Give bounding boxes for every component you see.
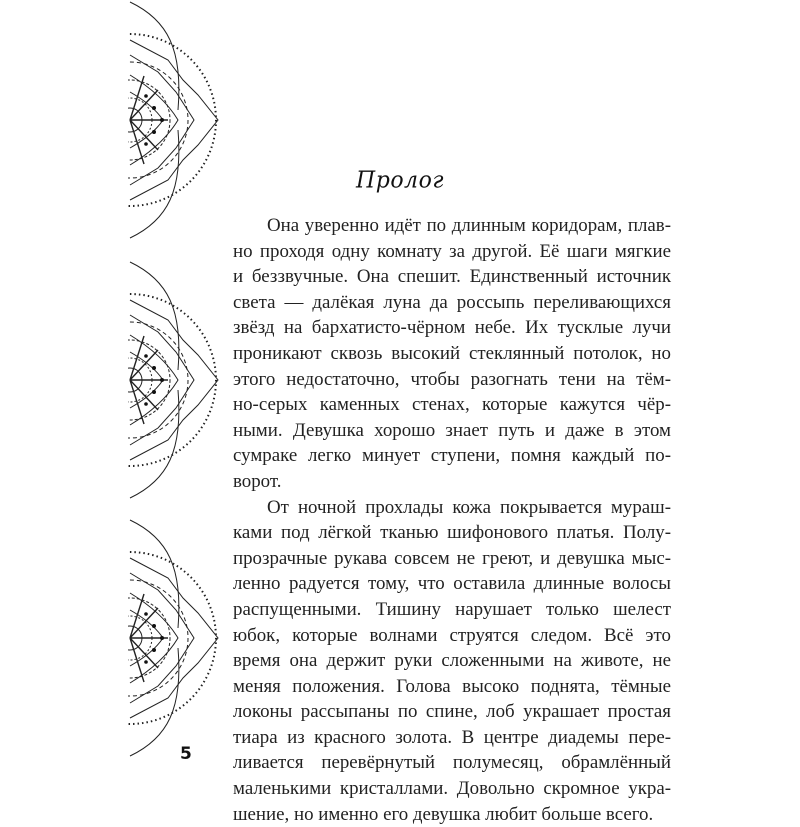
text-line: света — далёкая луна да россыпь переливающихся	[233, 291, 671, 313]
chapter-title-text: Пролог	[356, 167, 444, 194]
text-line: проникают сквозь высокий стеклянный потолок, но	[233, 342, 671, 364]
text-line: время она держит руки сложенными на животе, не	[233, 650, 671, 672]
text-line: меняя положения. Голова высоко поднята, тёмные	[233, 675, 671, 697]
text-line: и беззвучные. Она спешит. Единственный источник	[233, 266, 671, 288]
page-number: 5	[180, 744, 192, 764]
mandala-icon	[128, 0, 228, 240]
text-line: юбок, которые волнами струятся следом. Всё это	[233, 624, 671, 646]
paragraph	[233, 495, 671, 827]
text-line: тиара из красного золота. В центре диадемы пере-	[233, 726, 671, 748]
text-line: ливается перевёрнутый полумесяц, обрамлённый	[233, 752, 671, 774]
text-line: локоны рассыпаны по спине, лоб украшает простая	[233, 701, 671, 723]
text-line: От ночной прохлады кожа покрывается мураш-	[267, 496, 671, 518]
text-line: этого недостаточно, чтобы разогнать тени на тём-	[233, 368, 671, 390]
paragraph	[233, 213, 671, 495]
text-line: сумраке легко минует ступени, помня каждый по-	[233, 445, 671, 467]
mandala-icon	[128, 518, 228, 758]
mandala-icon	[128, 260, 228, 500]
text-line: но проходя одну комнату за другой. Её шаги мягкие	[233, 240, 671, 262]
chapter-title	[0, 168, 800, 193]
text-line: маленькими кристаллами. Довольно скромное укра-	[233, 778, 671, 800]
text-line: звёзд на бархатисто-чёрном небе. Их тусклые лучи	[233, 317, 671, 339]
text-line: ными. Девушка хорошо знает путь и даже в этом	[233, 419, 671, 441]
text-line: Она уверенно идёт по длинным коридорам, плав-	[267, 215, 671, 236]
text-line: шение, но именно его девушка любит больше всего.	[233, 803, 654, 825]
text-line: ленно радуется тому, что оставила длинные волосы	[233, 573, 671, 595]
text-line: распущенными. Тишину нарушает только шелест	[233, 598, 671, 620]
text-line: прозрачные рукава совсем не греют, и девушка мыс-	[233, 547, 671, 569]
text-line: ворот.	[233, 470, 282, 492]
text-line: но-серых каменных стенах, которые кажутся чёр-	[233, 394, 671, 416]
text-line: ками под лёгкой тканью шифонового платья. Полу-	[233, 522, 671, 544]
left-margin-ornaments	[128, 0, 228, 800]
body-text	[233, 213, 671, 827]
